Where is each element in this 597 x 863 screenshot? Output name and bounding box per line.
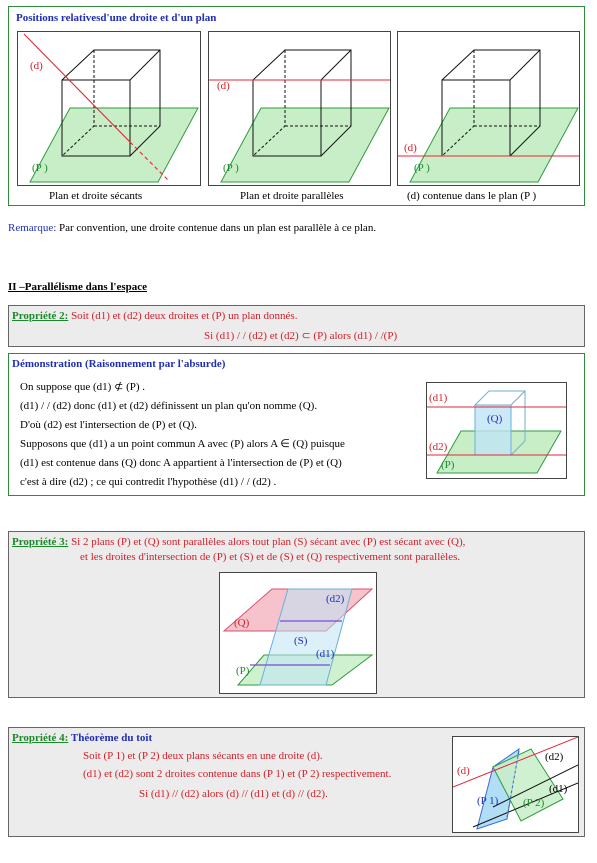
property-3-box: [8, 531, 585, 698]
remarque-text: Par convention, une droite contenue dans un plan est parallèle à ce plan.: [56, 222, 377, 234]
label-p2: (P 2): [523, 797, 545, 809]
property-2-line1: [12, 310, 297, 322]
demonstration-box: [8, 353, 585, 496]
property-2-label: Propriété 2:: [12, 310, 69, 322]
label-d2: (d2): [326, 593, 345, 605]
label-d1: (d1): [429, 392, 448, 404]
remarque: [8, 222, 376, 234]
label-d: (d): [457, 765, 470, 777]
demo-line: D'où (d2) est l'intersection de (P) et (Q).: [20, 419, 197, 431]
property-3-label: Propriété 3:: [12, 536, 69, 548]
property-2-box: [8, 305, 585, 347]
demonstration-figure: [426, 382, 567, 479]
property-4-line2: (d1) et (d2) sont 2 droites contenue dans (P 1) et (P 2) respectivement.: [83, 768, 392, 780]
property-4-line3: Si (d1) // (d2) alors (d) // (d1) et (d) // (d2).: [139, 788, 328, 800]
property-4-line1: Soit (P 1) et (P 2) deux plans sécants en une droite (d).: [83, 750, 323, 762]
remarque-label: Remarque:: [8, 222, 57, 234]
label-d: (d): [217, 80, 230, 92]
label-p: (P ): [32, 162, 48, 174]
figure-contained: [397, 31, 580, 186]
demo-line: On suppose que (d1) ⊄ (P) .: [20, 381, 146, 393]
property-3-line2: et les droites d'intersection de (P) et (S) et de (S) et (Q) respectivement sont parallèles.: [80, 551, 461, 563]
label-q: (Q): [234, 617, 250, 629]
label-d1: (d1): [549, 783, 568, 795]
plane-p: [30, 108, 198, 182]
label-s: (S): [294, 635, 308, 647]
section-parallelism-title: II –Parallélisme dans l'espace: [8, 281, 148, 293]
label-p: (P): [236, 665, 250, 677]
demonstration-title: Démonstration (Raisonnement par l'absurde): [12, 358, 226, 370]
property-4-title-line: [12, 732, 152, 744]
property-4-box: [8, 727, 585, 837]
label-p: (P ): [223, 162, 239, 174]
demo-line: (d1) / / (d2) donc (d1) et (d2) définissent un plan qu'on nomme (Q).: [20, 400, 318, 412]
demo-line: c'est à dire (d2) ; ce qui contredit l'hypothèse (d1) / / (d2) .: [20, 476, 277, 488]
label-p: (P): [441, 459, 455, 471]
property-4-figure: [452, 736, 579, 833]
plane-q-top: [475, 391, 525, 405]
label-p1: (P 1): [477, 795, 499, 807]
cube-edge: [130, 50, 160, 80]
label-d: (d): [30, 60, 43, 72]
property-3-text1: Si 2 plans (P) et (Q) sont parallèles alors tout plan (S) sécant avec (P) est sécant avec (Q),: [71, 536, 466, 548]
cube-edge: [510, 50, 540, 80]
plane-p: [410, 108, 578, 182]
caption-secant: Plan et droite sécants: [49, 190, 143, 202]
figure-secant: [17, 31, 201, 186]
label-d: (d): [404, 142, 417, 154]
section-positions-box: [8, 6, 585, 206]
label-d2: (d2): [545, 751, 564, 763]
caption-contained: (d) contenue dans le plan (P ): [407, 190, 537, 202]
demo-line: (d1) est contenue dans (Q) donc A appartient à l'intersection de (P) et (Q): [20, 457, 342, 469]
caption-parallel: Plan et droite parallèles: [240, 190, 344, 202]
figure-parallel: [208, 31, 391, 186]
property-3-figure: [219, 572, 377, 694]
property-2-text1: Soit (d1) et (d2) deux droites et (P) un plan donnés.: [71, 310, 298, 322]
label-d1: (d1): [316, 648, 335, 660]
property-2-line2: Si (d1) / / (d2) et (d2) ⊂ (P) alors (d1) / /(P): [204, 330, 398, 342]
label-p: (P ): [414, 162, 430, 174]
plane-p: [221, 108, 389, 182]
cube-edge: [321, 50, 351, 80]
demo-line: Supposons que (d1) a un point commun A avec (P) alors A ∈ (Q) puisque: [20, 438, 345, 450]
property-3-line1: [12, 536, 465, 548]
property-4-title: Théorème du toit: [68, 732, 153, 744]
demonstration-text: [20, 378, 345, 492]
label-q: (Q): [487, 413, 503, 425]
section-positions-title: Positions relativesd'une droite et d'un plan: [16, 12, 217, 24]
label-d2: (d2): [429, 441, 448, 453]
property-4-label: Propriété 4:: [12, 732, 69, 744]
